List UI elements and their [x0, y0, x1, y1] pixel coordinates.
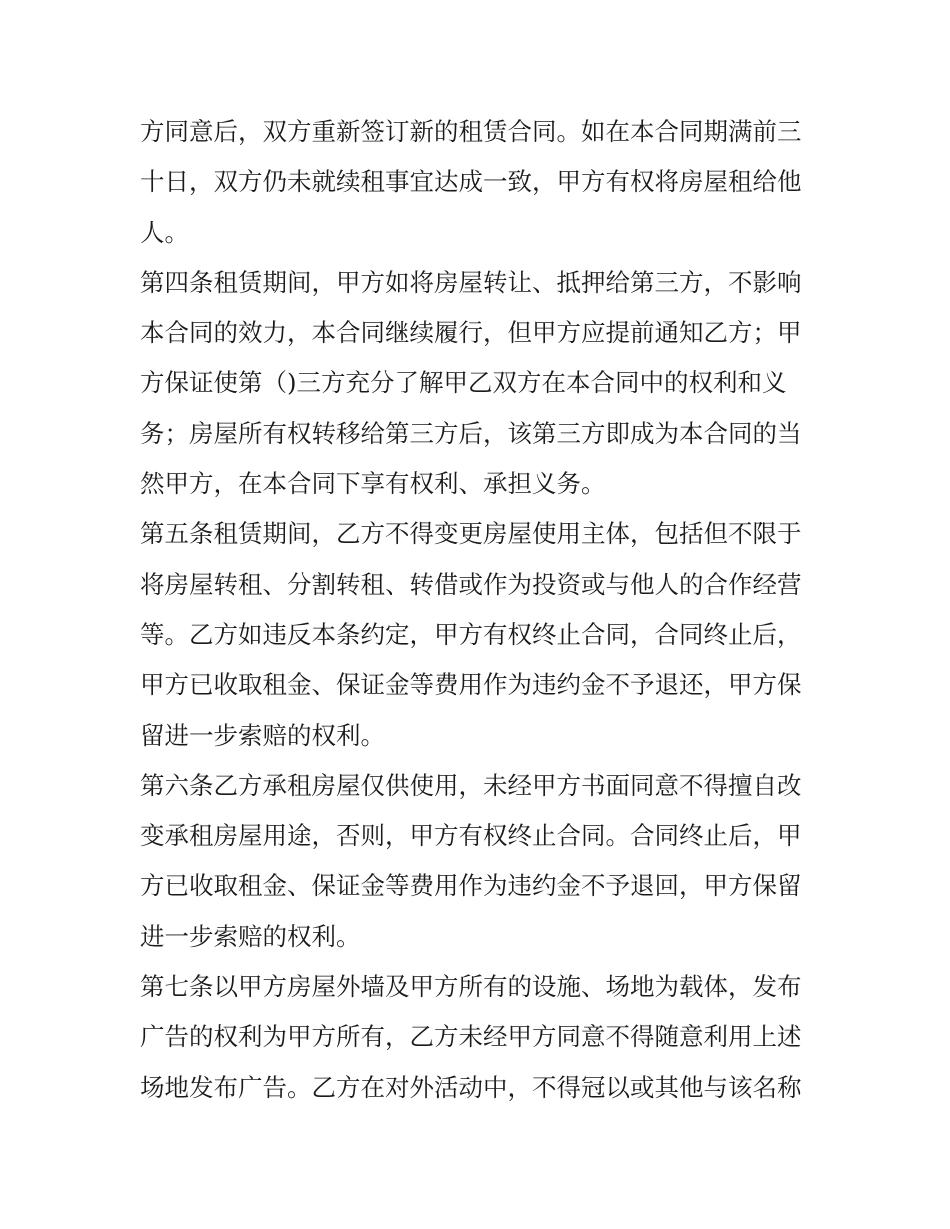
text-line: 将房屋转租、分割转租、转借或作为投资或与他人的合作经营 — [140, 569, 802, 599]
text-line: 然甲方，在本合同下享有权利、承担义务。 — [140, 469, 606, 499]
text-line: 广告的权利为甲方所有，乙方未经甲方同意不得随意利用上述 — [140, 1022, 802, 1052]
text-line: 方保证使第（)三方充分了解甲乙双方在本合同中的权利和义 — [140, 368, 787, 398]
text-line: 变承租房屋用途，否则，甲方有权终止合同。合同终止后，甲 — [140, 821, 802, 851]
text-line: 方已收取租金、保证金等费用作为违约金不予退回，甲方保留 — [140, 871, 802, 901]
article-7-start: 第七条以甲方房屋外墙及甲方所有的设施、场地为载体，发布 — [140, 972, 802, 1002]
text-line: 务；房屋所有权转移给第三方后，该第三方即成为本合同的当 — [140, 418, 802, 448]
text-line: 等。乙方如违反本条约定，甲方有权终止合同，合同终止后， — [140, 619, 802, 649]
contract-body-text — [140, 107, 812, 1113]
text-line: 留进一步索赔的权利。 — [140, 720, 385, 750]
text-line: 进一步索赔的权利。 — [140, 921, 361, 951]
article-4-start: 第四条租赁期间，甲方如将房屋转让、抵押给第三方，不影响 — [140, 267, 802, 297]
text-line: 本合同的效力，本合同继续履行，但甲方应提前通知乙方；甲 — [140, 318, 802, 348]
text-line: 人。 — [140, 217, 189, 247]
text-line: 方同意后，双方重新签订新的租赁合同。如在本合同期满前三 — [140, 117, 802, 146]
text-line: 十日，双方仍未就续租事宜达成一致，甲方有权将房屋租给他 — [140, 167, 802, 197]
article-5-start: 第五条租赁期间，乙方不得变更房屋使用主体，包括但不限于 — [140, 519, 802, 549]
text-line: 甲方已收取租金、保证金等费用作为违约金不予退还，甲方保 — [140, 670, 802, 700]
article-6-start: 第六条乙方承租房屋仅供使用，未经甲方书面同意不得擅自改 — [140, 770, 802, 800]
text-line: 场地发布广告。乙方在对外活动中，不得冠以或其他与该名称 — [140, 1072, 802, 1102]
